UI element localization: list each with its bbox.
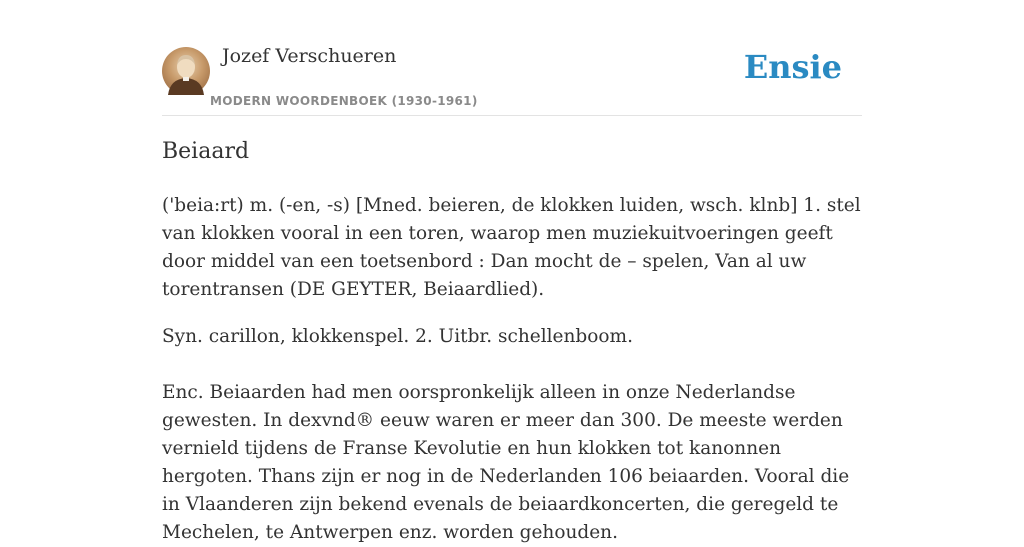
source-dictionary[interactable]: MODERN WOORDENBOEK (1930-1961) — [210, 94, 478, 108]
entry-body — [162, 192, 862, 547]
entry-header — [162, 40, 862, 116]
author-name[interactable]: Jozef Verschueren — [222, 45, 397, 67]
avatar[interactable] — [162, 47, 210, 95]
brand-logo[interactable]: Ensie — [743, 48, 842, 86]
synonyms-paragraph: Syn. carillon, klokkenspel. 2. Uitbr. schellenboom. — [162, 326, 633, 347]
author-portrait-icon — [162, 47, 210, 95]
definition-paragraph: ('beia:rt) m. (-en, -s) [Mned. beieren, de klokken luiden, wsch. klnb] 1. stel van klokken vooral in een toren, waarop men muziekuitvoeringen geeft door middel van een toetsenbord : Dan mocht de – spelen, Van al uw torentransen (DE GEYTER, Beiaardlied). — [162, 195, 861, 300]
entry-title: Beiaard — [162, 139, 250, 164]
encyclopedic-paragraph: Enc. Beiaarden had men oorspronkelijk alleen in onze Nederlandse gewesten. In dexvnd® eeuw waren er meer dan 300. De meeste werden vernield tijdens de Franse Kevolutie en hun klokken tot kanonnen hergoten. Thans zijn er nog in de Nederlanden 106 beiaarden. Vooral die in Vlaanderen zijn bekend evenals de beiaardkoncerten, die geregeld te Mechelen, te Antwerpen enz. worden gehouden. — [162, 382, 850, 543]
